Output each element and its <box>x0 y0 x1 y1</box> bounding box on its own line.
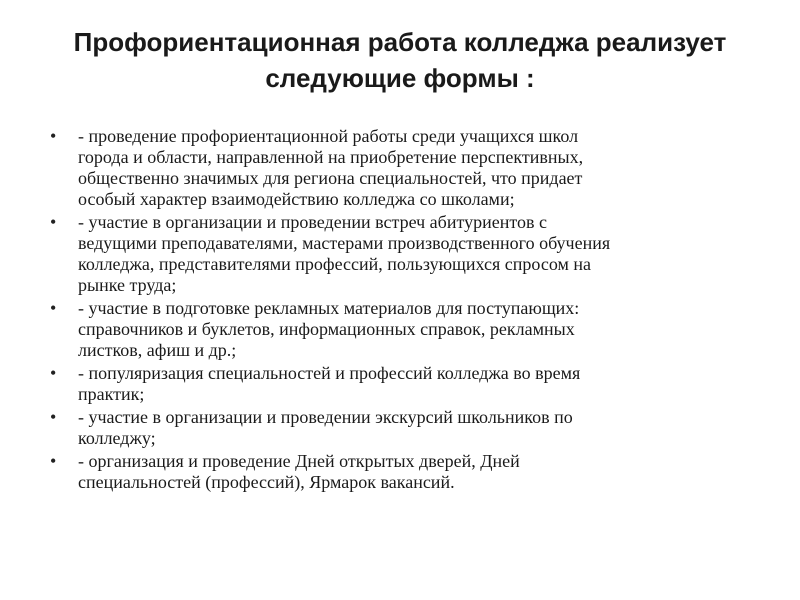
slide-title-line-1: Профориентационная работа колледжа реализует <box>73 27 727 57</box>
slide-title <box>40 24 760 96</box>
bullet-text-line: особый характер взаимодействию колледжа со школами; <box>78 189 515 209</box>
bullet-item <box>42 363 742 405</box>
bullet-text-line: колледжа, представителями профессий, пользующихся спросом на <box>78 254 591 274</box>
bullet-item <box>42 298 742 361</box>
bullet-icon: • <box>50 212 57 232</box>
bullet-text-line: специальностей (профессий), Ярмарок вакансий. <box>78 472 455 492</box>
bullet-text-line: города и области, направленной на приобретение перспективных, <box>78 147 584 167</box>
bullet-text-line: - проведение профориентационной работы среди учащихся школ <box>78 126 579 146</box>
bullet-icon: • <box>50 363 57 383</box>
bullet-item <box>42 407 742 449</box>
bullet-item <box>42 126 742 210</box>
bullet-icon: • <box>50 298 57 318</box>
bullet-text-line: практик; <box>78 384 145 404</box>
bullet-icon: • <box>50 451 57 471</box>
bullet-item <box>42 451 742 493</box>
bullet-list <box>42 126 742 495</box>
bullet-text-line: - участие в организации и проведении экскурсий школьников по <box>78 407 573 427</box>
bullet-icon: • <box>50 126 57 146</box>
bullet-text-line: справочников и буклетов, информационных справок, рекламных <box>78 319 575 339</box>
bullet-icon: • <box>50 407 57 427</box>
bullet-text-line: колледжу; <box>78 428 156 448</box>
bullet-text-line: рынке труда; <box>78 275 177 295</box>
bullet-text-line: - участие в организации и проведении встреч абитуриентов с <box>78 212 547 232</box>
bullet-text-line: общественно значимых для региона специальностей, что придает <box>78 168 583 188</box>
bullet-text-line: ведущими преподавателями, мастерами производственного обучения <box>78 233 611 253</box>
bullet-item <box>42 212 742 296</box>
bullet-text-line: листков, афиш и др.; <box>78 340 237 360</box>
bullet-text-line: - популяризация специальностей и профессий колледжа во время <box>78 363 581 383</box>
bullet-text-line: - участие в подготовке рекламных материалов для поступающих: <box>78 298 580 318</box>
slide-title-line-2: следующие формы : <box>265 63 535 93</box>
bullet-text-line: - организация и проведение Дней открытых дверей, Дней <box>78 451 520 471</box>
